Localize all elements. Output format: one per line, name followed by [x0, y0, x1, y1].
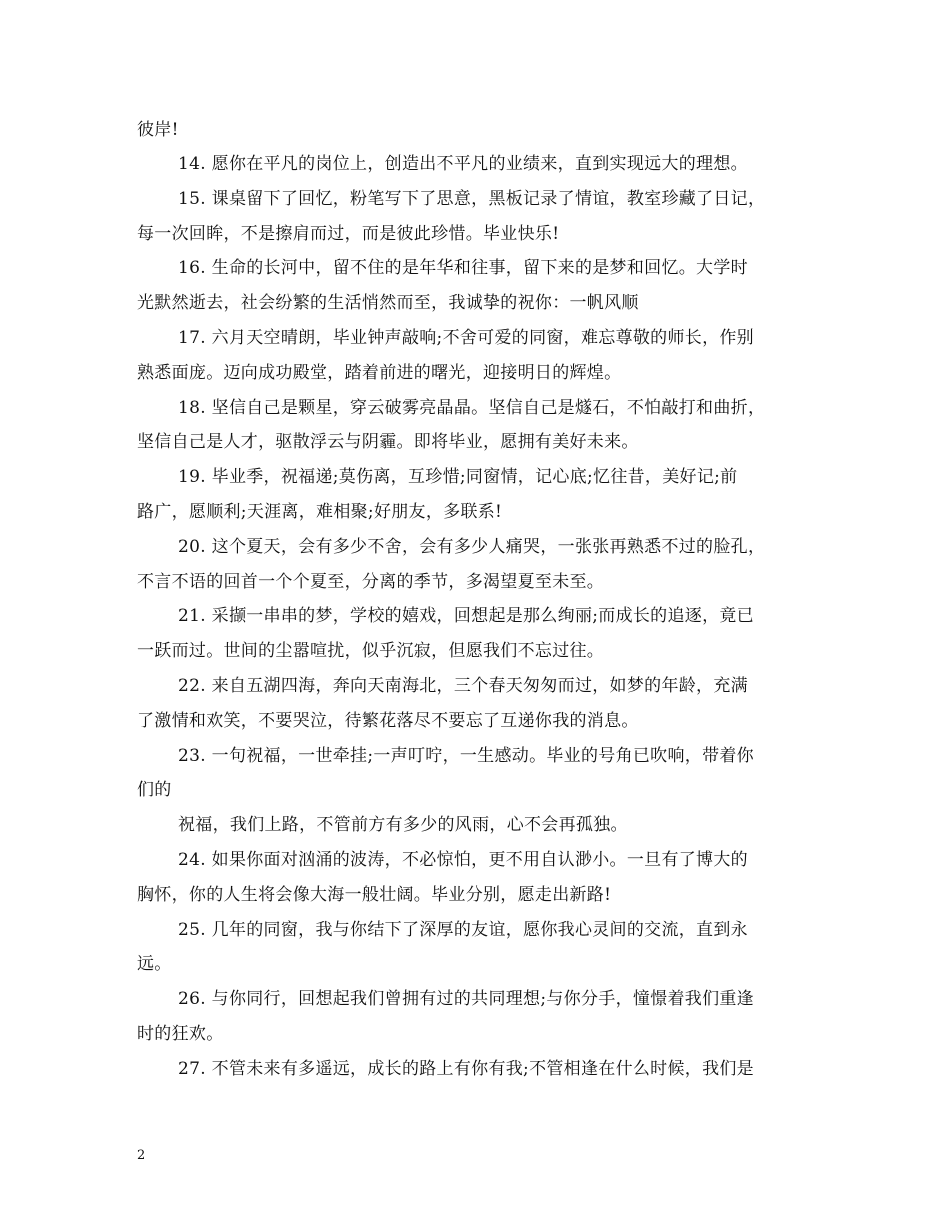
- text-line: 19. 毕业季，祝福递;莫伤离，互珍惜;同窗情，记心底;忆往昔，美好记;前: [178, 467, 738, 487]
- text-line: 了激情和欢笑，不要哭泣，待繁花落尽不要忘了互递你我的消息。: [137, 711, 639, 731]
- text-line: 光默然逝去，社会纷繁的生活悄然而至，我诚挚的祝你：一帆风顺: [137, 293, 639, 313]
- text-line: 每一次回眸，不是擦肩而过，而是彼此珍惜。毕业快乐!: [137, 224, 560, 244]
- text-line: 胸怀，你的人生将会像大海一般壮阔。毕业分别，愿走出新路!: [137, 885, 612, 905]
- text-line: 们的: [137, 780, 172, 800]
- text-line: 17. 六月天空晴朗，毕业钟声敲响;不舍可爱的同窗，难忘尊敬的师长，作别: [178, 328, 754, 348]
- text-line: 27. 不管未来有多遥远，成长的路上有你有我;不管相逢在什么时候，我们是: [178, 1059, 754, 1079]
- text-line: 22. 来自五湖四海，奔向天南海北，三个春天匆匆而过，如梦的年龄，充满: [178, 676, 748, 696]
- text-line: 14. 愿你在平凡的岗位上，创造出不平凡的业绩来，直到实现远大的理想。: [178, 154, 748, 174]
- text-line: 24. 如果你面对汹涌的波涛，不必惊怕，更不用自认渺小。一旦有了博大的: [178, 850, 748, 870]
- text-line: 路广，愿顺利;天涯离，难相聚;好朋友，多联系!: [137, 502, 503, 522]
- page-number: 2: [137, 1148, 146, 1163]
- text-line: 熟悉面庞。迈向成功殿堂，踏着前进的曙光，迎接明日的辉煌。: [137, 363, 622, 383]
- text-line: 彼岸!: [137, 120, 179, 140]
- text-line: 15. 课桌留下了回忆，粉笔写下了思意，黑板记录了情谊，教室珍藏了日记，: [178, 189, 766, 209]
- text-line: 18. 坚信自己是颗星，穿云破雾亮晶晶。坚信自己是燧石，不怕敲打和曲折，: [178, 398, 766, 418]
- text-line: 20. 这个夏天，会有多少不舍，会有多少人痛哭，一张张再熟悉不过的脸孔，: [178, 537, 766, 557]
- text-line: 时的狂欢。: [137, 1024, 224, 1044]
- text-line: 一跃而过。世间的尘嚣喧扰，似乎沉寂，但愿我们不忘过往。: [137, 641, 605, 661]
- text-line: 远。: [137, 954, 172, 974]
- text-line: 26. 与你同行，回想起我们曾拥有过的共同理想;与你分手，憧憬着我们重逢: [178, 989, 754, 1009]
- text-line: 祝福，我们上路，不管前方有多少的风雨，心不会再孤独。: [178, 815, 628, 835]
- text-line: 坚信自己是人才，驱散浮云与阴霾。即将毕业，愿拥有美好未来。: [137, 432, 639, 452]
- text-line: 23. 一句祝福，一世牵挂;一声叮咛，一生感动。毕业的号角已吹响，带着你: [178, 746, 754, 766]
- text-line: 25. 几年的同窗，我与你结下了深厚的友谊，愿你我心灵间的交流，直到永: [178, 920, 748, 940]
- text-line: 不言不语的回首一个个夏至，分离的季节，多渴望夏至未至。: [137, 572, 605, 592]
- text-line: 16. 生命的长河中，留不住的是年华和往事，留下来的是梦和回忆。大学时: [178, 258, 748, 278]
- text-line: 21. 采撷一串串的梦，学校的嬉戏，回想起是那么绚丽;而成长的追逐，竟已: [178, 606, 754, 626]
